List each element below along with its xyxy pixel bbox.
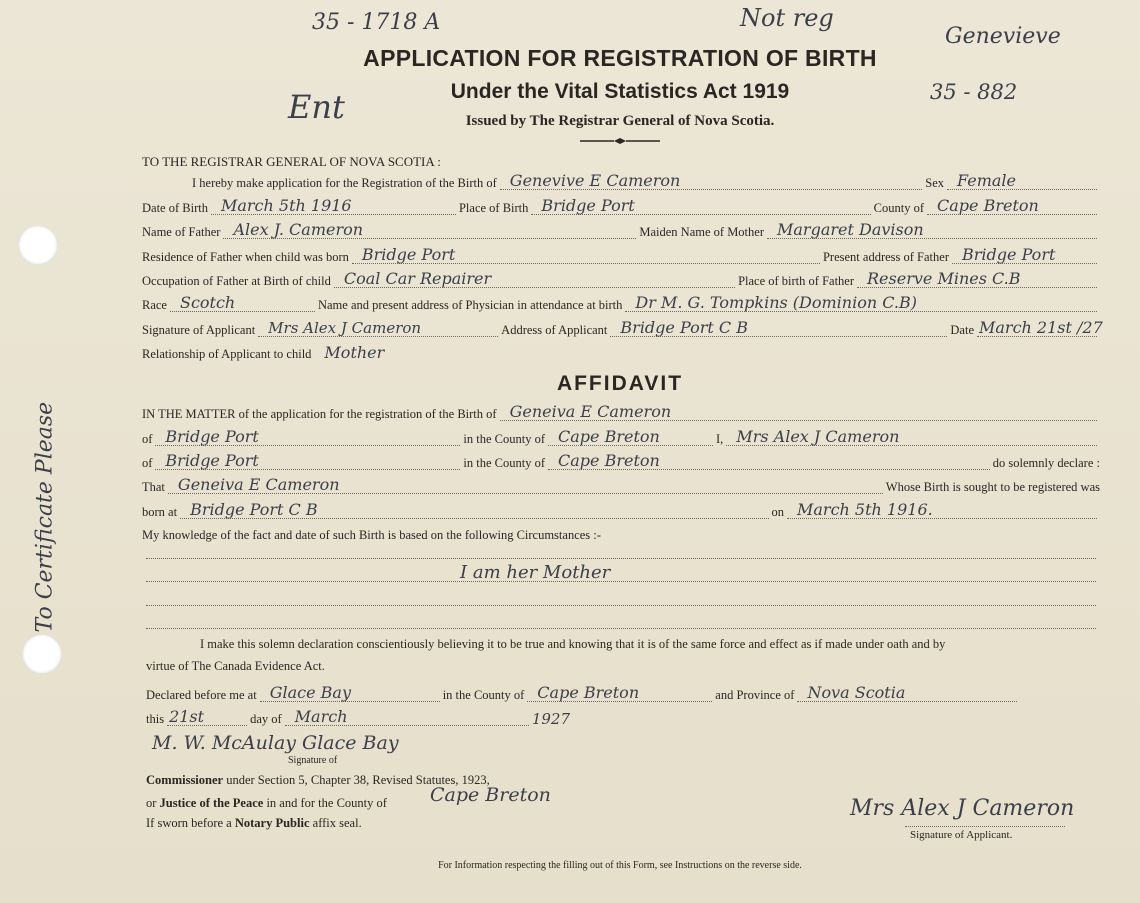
circumstance-line-4 (146, 627, 1096, 629)
issued-by: Issued by The Registrar General of Nova Scotia. (465, 113, 775, 129)
commissioner-signature: M. W. McAulay Glace Bay (152, 732, 399, 754)
address-value: Bridge Port C B (620, 318, 748, 337)
circumstance-line-2 (146, 580, 1096, 582)
county2-value: Cape Breton (558, 451, 660, 470)
punch-hole-bottom (22, 634, 62, 674)
row-of-1 (142, 424, 1100, 446)
annotation-ent: Ent (288, 88, 345, 126)
annotation-number: 35 - 882 (930, 80, 1018, 104)
race-field[interactable] (170, 289, 315, 312)
row-born (142, 497, 1100, 519)
declared-label: Declared before me at (146, 688, 257, 702)
present-address-value: Bridge Port (962, 245, 1056, 264)
row-of-2 (142, 448, 1100, 470)
mother-label: Maiden Name of Mother (639, 225, 764, 239)
born-at-value: Bridge Port C B (190, 500, 318, 519)
row-parents (142, 217, 1100, 239)
signature-of-label: Signature of (288, 755, 338, 766)
row-signature (142, 315, 1103, 337)
county3-label: in the County of (442, 688, 525, 702)
salutation: TO THE REGISTRAR GENERAL OF NOVA SCOTIA : (142, 154, 441, 169)
applicant-sig-label: Signature of Applicant. (910, 829, 1013, 841)
row-declared (146, 680, 1020, 702)
form-title: APPLICATION FOR REGISTRATION OF BIRTH (363, 45, 877, 71)
born-on-value: March 5th 1916. (797, 500, 933, 519)
footer-note: For Information respecting the filling out of this Form, see Instructions on the reverse side. (438, 860, 802, 871)
circumstance-line-3 (146, 604, 1096, 606)
father-value: Alex J. Cameron (233, 220, 364, 239)
address-label: Address of Applicant (501, 323, 608, 337)
physician-value: Dr M. G. Tompkins (Dominion C.B) (635, 293, 917, 312)
month-field[interactable] (285, 703, 529, 726)
matter-name-field[interactable] (500, 398, 1097, 421)
pob-value: Bridge Port (541, 196, 635, 215)
matter-name: Geneiva E Cameron (509, 402, 672, 421)
pob-label: Place of Birth (458, 201, 529, 215)
day-value: 21st (169, 707, 205, 726)
race-value: Scotch (179, 293, 236, 312)
sex-value: Female (957, 171, 1016, 190)
father-birthplace-label: Place of birth of Father (738, 274, 854, 288)
county-label: County of (873, 201, 924, 215)
signature-label: Signature of Applicant (142, 323, 256, 337)
pob-field[interactable] (531, 192, 870, 215)
relationship-label: Relationship of Applicant to child (142, 347, 312, 361)
county3-field[interactable] (527, 679, 712, 702)
row-relationship (142, 339, 1100, 361)
address-field[interactable] (610, 314, 947, 337)
child-name-field[interactable] (500, 167, 922, 190)
physician-label: Name and present address of Physician in attendance at birth (317, 298, 623, 312)
of1-field[interactable] (155, 423, 460, 446)
dob-label: Date of Birth (142, 201, 208, 215)
i-label: I, (716, 432, 724, 446)
year-value: 1927 (531, 710, 570, 728)
residence-field[interactable] (352, 241, 820, 264)
commissioner-label: Commissioner (146, 773, 224, 787)
of-label-1: of (142, 432, 153, 446)
of-label-2: of (142, 456, 153, 470)
dob-field[interactable] (211, 192, 456, 215)
notary-line (146, 816, 362, 831)
declarant-field[interactable] (726, 423, 1097, 446)
jp-label: Justice of the Peace (159, 796, 264, 810)
circumstance-text: I am her Mother (460, 562, 611, 583)
notary-label: Notary Public (234, 816, 310, 830)
date-value: March 21st /27 (979, 318, 1103, 337)
jp-line (146, 796, 387, 811)
signature-field[interactable] (258, 314, 498, 337)
commissioner-text: under Section 5, Chapter 38, Revised Statutes, 1923, (226, 773, 490, 787)
notary-text-2: affix seal. (312, 816, 362, 830)
date-field[interactable] (977, 314, 1103, 337)
occupation-label: Occupation of Father at Birth of child (142, 274, 331, 288)
county-field[interactable] (927, 192, 1097, 215)
matter-label: IN THE MATTER of the application for the registration of the Birth of (142, 407, 497, 421)
declared-at-value: Glace Bay (269, 683, 351, 702)
province-field[interactable] (797, 679, 1017, 702)
day-of-label: day of (250, 712, 282, 726)
sex-field[interactable] (947, 167, 1097, 190)
province-value: Nova Scotia (807, 683, 906, 702)
county3-value: Cape Breton (537, 683, 640, 702)
county1-field[interactable] (548, 423, 713, 446)
annotation-margin-vertical: To Certificate Please (32, 401, 58, 633)
knowledge-label: My knowledge of the fact and date of such Birth is based on the following Circumstances :- (142, 528, 601, 542)
declared-at-field[interactable] (260, 679, 440, 702)
father-label: Name of Father (142, 225, 221, 239)
row-occupation (142, 266, 1100, 288)
child-name: Genevive E Cameron (509, 171, 681, 190)
that-name-field[interactable] (168, 471, 883, 494)
declaration-text: I make this solemn declaration conscientiously believing it to be true and knowing that it is of the same force and effect as if made under oath and by (200, 637, 946, 651)
county-of-label-1: in the County of (463, 432, 546, 446)
on-label: on (771, 505, 784, 519)
jp-county: Cape Breton (430, 784, 551, 806)
relationship-field[interactable] (314, 339, 434, 361)
physician-field[interactable] (625, 289, 1097, 312)
county-of-label-2: in the County of (463, 456, 546, 470)
day-field[interactable] (167, 703, 247, 726)
that-name: Geneiva E Cameron (177, 475, 340, 494)
annotation-genevieve: Genevieve (945, 24, 1061, 49)
date-label: Date (950, 323, 974, 337)
punch-hole-top (18, 225, 58, 265)
residence-value: Bridge Port (361, 245, 456, 264)
present-address-field[interactable] (952, 241, 1097, 264)
present-address-label: Present address of Father (822, 250, 949, 264)
father-birthplace-value: Reserve Mines C.B (867, 269, 1021, 288)
dob-value: March 5th 1916 (220, 196, 352, 215)
row-that (142, 472, 1100, 494)
residence-label: Residence of Father when child was born (142, 250, 349, 264)
county2-field[interactable] (548, 447, 990, 470)
born-on-field[interactable] (787, 496, 1097, 519)
declare-label: do solemnly declare : (992, 456, 1100, 470)
applicant-signature-bottom: Mrs Alex J Cameron (850, 796, 1075, 821)
declarant-value: Mrs Alex J Cameron (736, 427, 900, 446)
whose-label: Whose Birth is sought to be registered was (885, 480, 1100, 494)
province-label: and Province of (715, 688, 795, 702)
born-label: born at (142, 505, 178, 519)
annotation-not-reg: Not reg (740, 4, 834, 32)
declaration-text-2: virtue of The Canada Evidence Act. (146, 659, 325, 673)
mother-field[interactable] (767, 216, 1097, 239)
this-label: this (146, 712, 165, 726)
sex-label: Sex (925, 176, 944, 190)
father-birthplace-field[interactable] (857, 265, 1097, 288)
county-value: Cape Breton (937, 196, 1039, 215)
occupation-field[interactable] (334, 265, 735, 288)
that-label: That (142, 480, 165, 494)
row-race (142, 290, 1100, 312)
race-label: Race (142, 298, 167, 312)
row-matter (142, 399, 1100, 421)
annotation-top-left: 35 - 1718 A (312, 10, 441, 35)
jp-prefix: or (146, 796, 157, 810)
affidavit-heading: AFFIDAVIT (556, 372, 684, 395)
row-child-name (192, 168, 1100, 190)
applicant-signature: Mrs Alex J Cameron (268, 319, 422, 337)
of2-value: Bridge Port (165, 451, 259, 470)
row-birth (142, 193, 1100, 215)
row-date-declared (146, 704, 570, 726)
circumstance-line-1 (146, 557, 1096, 559)
occupation-value: Coal Car Repairer (343, 269, 492, 288)
county1-value: Cape Breton (558, 427, 660, 446)
intro-label: I hereby make application for the Registration of the Birth of (192, 176, 497, 190)
relationship-value: Mother (324, 343, 385, 362)
of1-value: Bridge Port (165, 427, 259, 446)
applicant-sig-line (905, 826, 1065, 827)
notary-text-1: If sworn before a (146, 816, 232, 830)
month-value: March (294, 707, 348, 726)
of2-field[interactable] (155, 447, 460, 470)
mother-value: Margaret Davison (777, 220, 924, 239)
row-residence (142, 242, 1100, 264)
form-subtitle: Under the Vital Statistics Act 1919 (450, 80, 790, 103)
ornament-divider (580, 138, 660, 144)
jp-text: in and for the County of (266, 796, 387, 810)
born-at-field[interactable] (180, 496, 768, 519)
father-field[interactable] (223, 216, 636, 239)
